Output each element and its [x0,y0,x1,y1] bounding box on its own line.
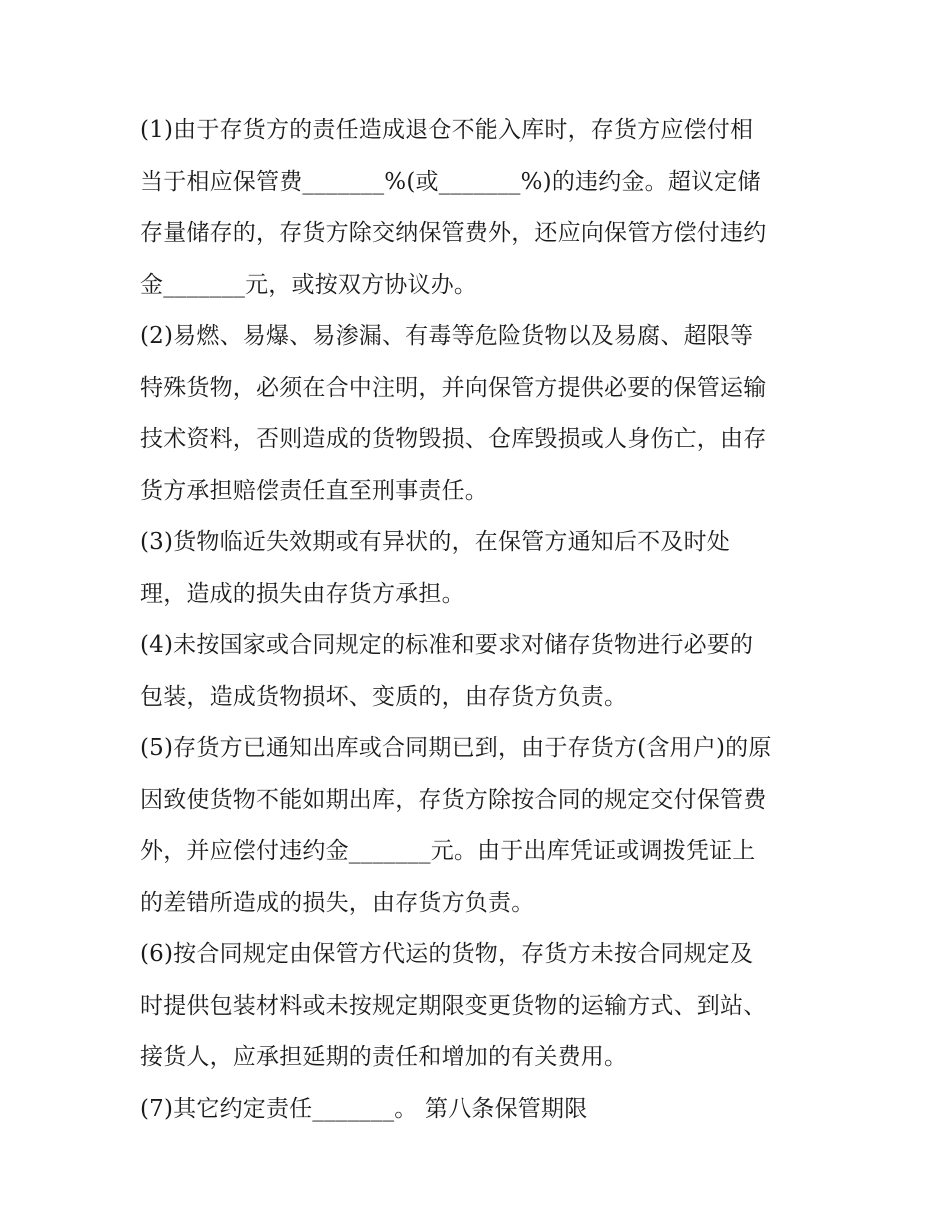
text-line: (3)货物临近失效期或有异状的，在保管方通知后不及时处 [140,529,730,555]
text-line: 存量储存的，存货方除交纳保管费外，还应向保管方偿付违约 [140,220,767,246]
text-line: 时提供包装材料或未按规定期限变更货物的运输方式、到站、 [140,992,767,1019]
text-line: 技术资料，否则造成的货物毁损、仓库毁损或人身伤亡，由存 [140,426,767,452]
document-body [140,105,830,1135]
text-line: (6)按合同规定由保管方代运的货物，存货方未按合同规定及 [140,941,754,967]
text-line: (2)易燃、易爆、易渗漏、有毒等危险货物以及易腐、超限等 [140,323,754,349]
text-line: 因致使货物不能如期出库，存货方除按合同的规定交付保管费 [140,786,767,813]
text-line: 特殊货物，必须在合中注明，并向保管方提供必要的保管运输 [140,374,767,401]
text-line: 外，并应偿付违约金_______元。由于出库凭证或调拨凭证上 [140,838,756,864]
text-line: 包装，造成货物损坏、变质的，由存货方负责。 [140,683,628,710]
text-line: (7)其它约定责任_______。 第八条保管期限 [140,1095,588,1122]
text-line: 当于相应保管费_______%(或_______%)的违约金。超议定储 [140,168,761,195]
text-line: 金_______元，或按双方协议办。 [140,271,478,298]
text-line: (5)存货方已通知出库或合同期已到，由于存货方(含用户)的原 [140,735,772,761]
text-line: 理，造成的损失由存货方承担。 [140,580,465,607]
text-line: 的差错所造成的损失，由存货方负责。 [140,889,535,916]
text-line: 接货人，应承担延期的责任和增加的有关费用。 [140,1044,628,1070]
text-line: (1)由于存货方的责任造成退仓不能入库时，存货方应偿付相 [140,117,754,143]
text-line: (4)未按国家或合同规定的标准和要求对储存货物进行必要的 [140,632,754,658]
text-line: 货方承担赔偿责任直至刑事责任。 [140,477,488,504]
